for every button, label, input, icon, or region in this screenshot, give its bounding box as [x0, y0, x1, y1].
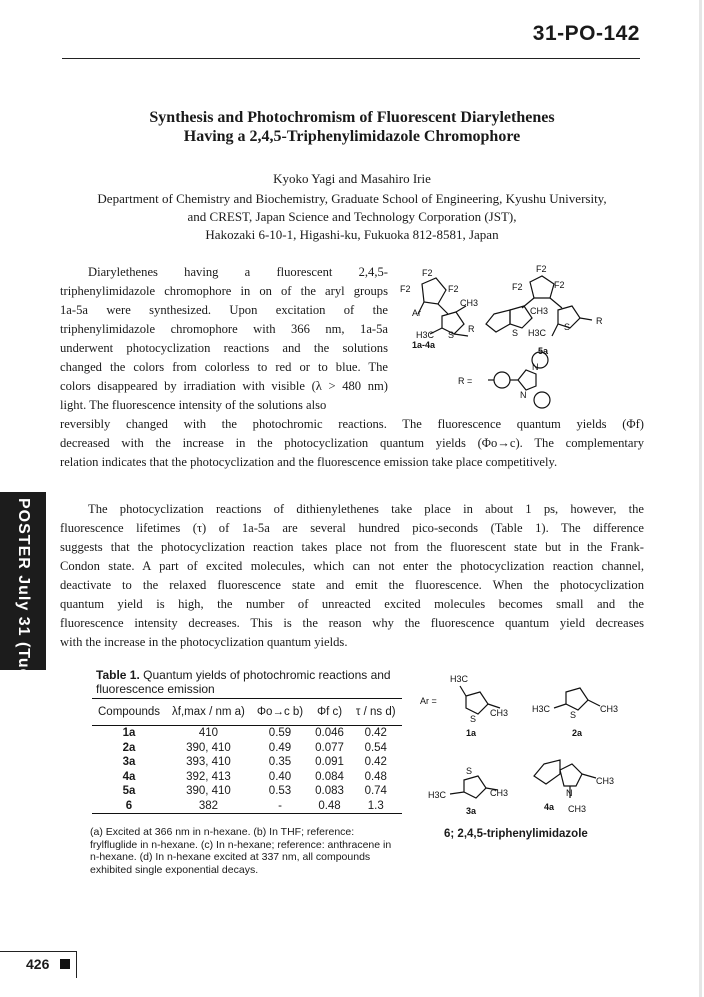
- table-header: Φo→c b): [251, 699, 309, 726]
- f2-label: F2: [422, 268, 433, 278]
- compound-label-1a4a: 1a-4a: [412, 340, 436, 350]
- abstract-line: decreased with the increase in the photocyclization quantum yields (Φo→c). The complementary: [60, 436, 644, 450]
- table-cell: 0.084: [315, 770, 344, 783]
- paragraph-2: [60, 500, 644, 652]
- thiophene-2a: [566, 688, 588, 710]
- table-cell: 0.083: [315, 785, 344, 798]
- table-header: Compounds: [92, 699, 166, 726]
- table-cell: 1.3: [350, 799, 402, 814]
- table-cell: 6: [92, 799, 166, 814]
- paper-title-line2: Having a 2,4,5-Triphenylimidazole Chromophore: [183, 128, 521, 145]
- table-cell: 1a: [122, 727, 136, 740]
- imidazole-ring: [518, 370, 536, 390]
- table-cell: 5a: [122, 785, 136, 798]
- authors: Kyoko Yagi and Masahiro Irie: [273, 171, 431, 186]
- table-cell: 390, 410: [186, 741, 231, 754]
- abstract-line: colors disappeared by irradiation with visible (λ > 480 nm): [60, 379, 388, 393]
- phenyl-ring-r: [494, 372, 510, 388]
- poster-code: 31-PO-142: [532, 22, 640, 45]
- aryl-structures: [420, 664, 642, 844]
- s-label: S: [466, 766, 473, 776]
- ar-label-2a: 2a: [572, 728, 583, 738]
- header-rule: [62, 58, 640, 59]
- table-header: Φf c): [309, 699, 350, 726]
- affiliation-line2: and CREST, Japan Science and Technology Corporation (JST),: [187, 209, 517, 224]
- abstract-line: reversibly changed with the photochromic reactions. The fluorescence quantum yields (Φf): [60, 417, 644, 431]
- table-caption-line2: fluorescence emission: [96, 682, 215, 696]
- footnote-line: (a) Excited at 366 nm in n-hexane. (b) In THF; reference:: [90, 826, 355, 838]
- thiophene-3a: [464, 776, 486, 798]
- ch3-label: CH3: [568, 804, 587, 814]
- page-number-box: [0, 951, 77, 978]
- table-row: [92, 726, 402, 741]
- h3c-label: H3C: [528, 328, 547, 338]
- footnote-line: frylfluglide in n-hexane. (c) In n-hexane; reference: anthracene in: [90, 838, 392, 851]
- ch3-label: CH3: [600, 704, 619, 714]
- phenyl-ring-lower: [534, 392, 550, 408]
- f2-label: F2: [554, 280, 565, 290]
- page-number: 426: [26, 956, 50, 972]
- indole-ring: [560, 764, 582, 786]
- table-row: [92, 770, 402, 785]
- compound-label-5a: 5a: [538, 346, 549, 356]
- r-equals-label: R =: [458, 376, 473, 386]
- h3c-label: H3C: [450, 674, 469, 684]
- abstract-line: 1a-5a were synthesized. Upon excitation of the: [60, 303, 388, 317]
- ch3-label: CH3: [530, 306, 549, 316]
- s-label: S: [448, 330, 455, 340]
- cyclopentene-ring-left: [422, 278, 446, 304]
- quantum-yield-table: [92, 698, 402, 814]
- cyclopentene-ring-right: [530, 276, 554, 298]
- r-label: R: [468, 324, 475, 334]
- s-label: S: [512, 328, 519, 338]
- diarylethene-scheme: [392, 262, 642, 412]
- h3c-label: H3C: [428, 790, 447, 800]
- thiophene-1a: [466, 692, 488, 714]
- table-cell: 2a: [122, 741, 136, 754]
- paragraph-line: quantum yield is high, the number of unreacted excited molecules becomes small and the: [60, 597, 644, 611]
- table-caption-label: Table 1.: [96, 668, 140, 682]
- h3c-label: H3C: [416, 330, 435, 340]
- table-cell: 4a: [122, 770, 136, 783]
- abstract-line: triphenylimidazole chromophore in on of the aryl groups: [60, 284, 388, 298]
- n-label: N: [566, 788, 573, 798]
- ar-label: Ar: [412, 308, 421, 318]
- abstract-line: light. The fluorescence intensity of the solutions also: [60, 398, 327, 412]
- table-caption: [96, 668, 391, 696]
- table-row: [92, 799, 402, 814]
- table-cell: 393, 410: [186, 756, 231, 769]
- s-label: S: [570, 710, 577, 720]
- ar-label-1a: 1a: [466, 728, 477, 738]
- table-cell: 0.077: [315, 741, 344, 754]
- table-footnotes: [90, 826, 410, 876]
- table-cell: 410: [198, 727, 219, 740]
- table-cell: 3a: [122, 756, 136, 769]
- table-cell: 392, 413: [186, 770, 231, 783]
- poster-date-text: POSTER July 31 (Tue): [15, 498, 32, 685]
- ch3-label: CH3: [460, 298, 479, 308]
- table-cell: 0.53: [268, 785, 292, 798]
- table-cell: 390, 410: [186, 785, 231, 798]
- paragraph-line: The photocyclization reactions of dithienylethenes take place in about 1 ps, however, the: [88, 502, 644, 516]
- r-label: R: [596, 316, 603, 326]
- table-cell: 0.49: [268, 741, 292, 754]
- poster-date-tab: [0, 492, 46, 685]
- page-edge: [699, 0, 702, 997]
- table-row: [92, 755, 402, 770]
- table-cell: 0.42: [364, 727, 387, 740]
- paragraph-line: Condon state. A part of excited molecules, which can not enter the photocyclization reaction channel,: [60, 559, 644, 573]
- footnote-line: n-hexane. (d) In n-hexane excited at 337 nm, all compounds: [90, 851, 371, 863]
- f2-label: F2: [448, 284, 459, 294]
- s-label: S: [564, 322, 571, 332]
- n-label: N: [532, 362, 539, 372]
- table-cell: 0.40: [268, 770, 292, 783]
- nh-label: N: [520, 390, 527, 400]
- table-caption-text: Quantum yields of photochromic reactions and: [139, 668, 391, 682]
- ar-equals-label: Ar =: [420, 696, 437, 706]
- compound-6-caption: 6; 2,4,5-triphenylimidazole: [444, 828, 588, 840]
- table-cell: 0.42: [364, 756, 387, 769]
- indole-benzo: [534, 760, 560, 784]
- paragraph-line: fluorescence lifetimes (τ) of 1a-5a are several hundred pico-seconds (Table 1). The difference: [60, 521, 644, 535]
- table-cell: 0.48: [364, 770, 387, 783]
- table-row: [92, 741, 402, 756]
- paper-title-line1: Synthesis and Photochromism of Fluorescent Diarylethenes: [149, 109, 555, 126]
- abstract-line: changed the colors from colorless to red or to blue. The: [60, 360, 388, 374]
- abstract-line: triphenylimidazole chromophore with 366 nm, 1a-5a: [60, 322, 388, 336]
- abstract-full: [60, 415, 644, 472]
- footnote-line: exhibited single exponential decays.: [90, 863, 259, 876]
- abstract-line: Diarylethenes having a fluorescent 2,4,5-: [88, 265, 388, 279]
- table-cell: 0.74: [364, 785, 387, 798]
- abstract-wrapped: [60, 263, 388, 415]
- ar-label-3a: 3a: [466, 806, 477, 816]
- h3c-label: H3C: [532, 704, 551, 714]
- ch3-label: CH3: [490, 788, 509, 798]
- paragraph-line: deactivate to the relaxed fluorescence state and emit the fluorescence. When the photocyclization: [60, 578, 644, 592]
- table-cell: 382: [166, 799, 251, 814]
- s-label: S: [470, 714, 477, 724]
- paragraph-line: fluorescence intensity decreases. This is the reason why the fluorescence quantum yield decreases: [60, 616, 644, 630]
- f2-label: F2: [536, 264, 547, 274]
- table-cell: -: [251, 799, 309, 814]
- table-header: λf,max / nm a): [166, 699, 251, 726]
- ar-label-4a: 4a: [544, 802, 555, 812]
- page-marker-square: [60, 959, 70, 969]
- table-header: τ / ns d): [350, 699, 402, 726]
- table-cell: 0.48: [309, 799, 350, 814]
- paragraph-line: with the increase in the photocyclization quantum yields.: [60, 635, 348, 649]
- ch3-label: CH3: [490, 708, 509, 718]
- table-row: [92, 784, 402, 799]
- abstract-line: underwent photocyclization reactions and the solutions: [60, 341, 388, 355]
- ch3-label: CH3: [596, 776, 615, 786]
- paragraph-line: suggests that the photocyclization reaction takes place not from the fluorescent state but in the Frank-: [60, 540, 644, 554]
- table-cell: 0.54: [364, 741, 387, 754]
- affiliation-line3: Hakozaki 6-10-1, Higashi-ku, Fukuoka 812-8581, Japan: [205, 227, 499, 242]
- abstract-line: relation indicates that the photocyclization and the fluorescence emission take place competitively.: [60, 455, 558, 469]
- table-cell: 0.091: [315, 756, 344, 769]
- f2-label: F2: [512, 282, 523, 292]
- table-cell: 0.046: [315, 727, 344, 740]
- f2-label: F2: [400, 284, 411, 294]
- affiliation-line1: Department of Chemistry and Biochemistry, Graduate School of Engineering, Kyushu University,: [97, 191, 607, 206]
- table-cell: 0.35: [268, 756, 292, 769]
- table-cell: 0.59: [268, 727, 292, 740]
